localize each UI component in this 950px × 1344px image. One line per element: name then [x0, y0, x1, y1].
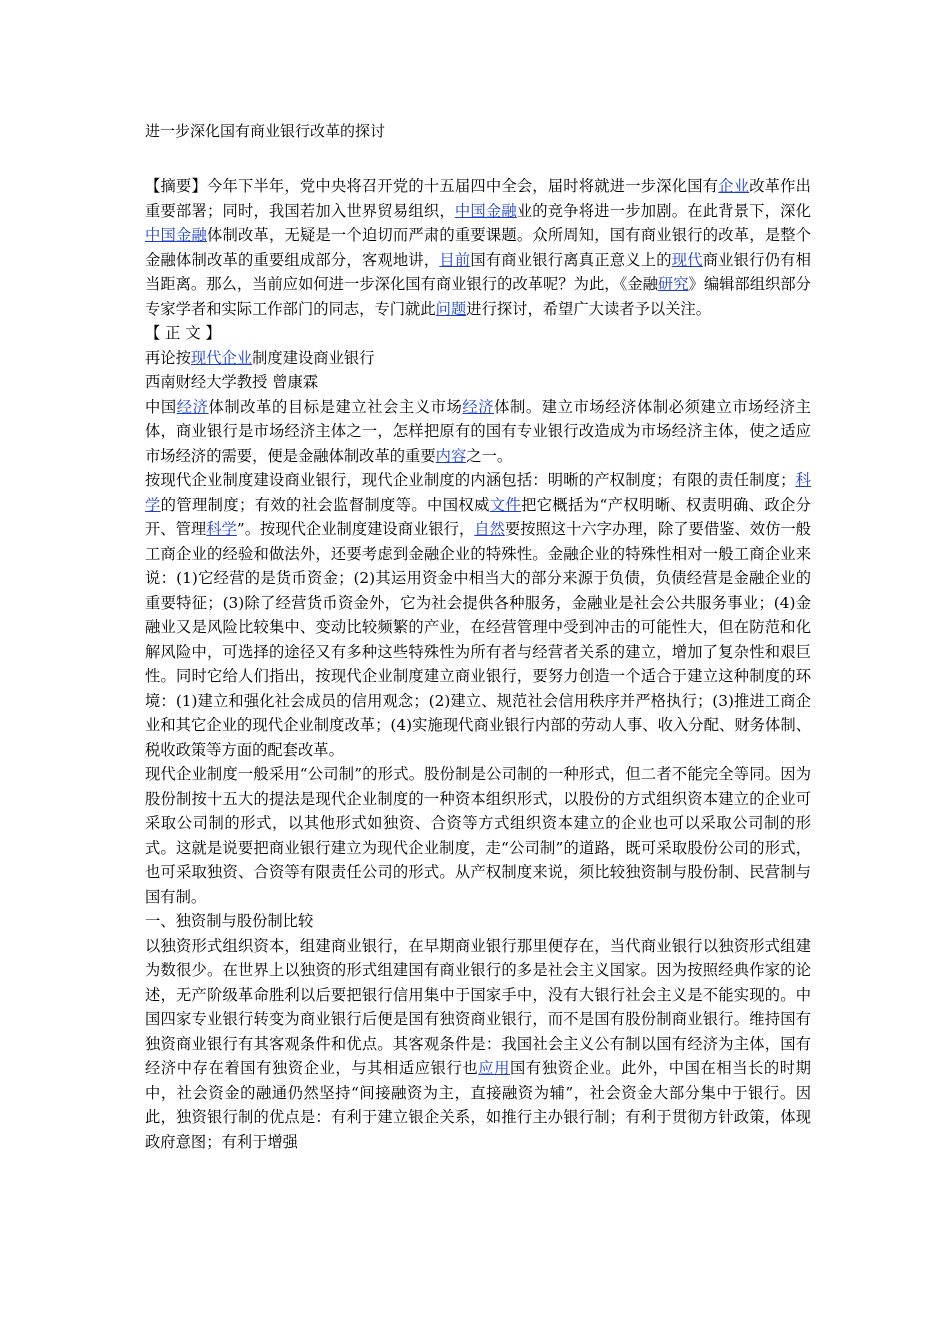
- link-science[interactable]: 科学: [206, 520, 237, 538]
- body-text: 国有独资企业。此外，中国在相当长的时期中，社会资金的融通仍然坚持“间接融资为主，直接融资为辅”，社会资金大部分集中于银行。因此，独资银行制的优点是：有利于建立银企关系，如推行主办银行制；有利于贯彻方针政策，体现政府意图；有利于增强: [145, 1059, 811, 1151]
- author-line: 西南财经大学教授 曾康霖: [145, 373, 319, 391]
- body-paragraph-4: [145, 934, 811, 1155]
- document-title: 进一步深化国有商业银行改革的探讨: [145, 122, 386, 140]
- abstract-text: 体制改革，无疑是一个迫切而严肃的重要课题。众所周知，国有商业银行的改革，是整个金融体制改革的重要组成部分，客观地讲，: [145, 226, 811, 269]
- link-current[interactable]: 目前: [439, 250, 471, 269]
- body-text: 的管理制度；有效的社会监督制度等。中国权威: [160, 495, 490, 514]
- link-issue[interactable]: 问题: [435, 299, 467, 318]
- body-paragraph-2: [145, 468, 811, 762]
- body-text: 中国: [145, 397, 177, 416]
- article-title-text: 制度建设商业银行: [252, 348, 375, 367]
- body-text: 体制。建立市场经济体制必须建立市场经济主体，商业银行是市场经济主体之一，怎样把原有的国有专业银行改造成为市场经济主体，使之适应市场经济的需要，便是金融体制改革的重要: [145, 397, 811, 465]
- link-application[interactable]: 应用: [478, 1059, 511, 1077]
- body-text: ”。按现代企业制度建设商业银行，: [236, 520, 475, 538]
- link-enterprise[interactable]: 企业: [718, 177, 750, 195]
- body-text: 之一。: [466, 446, 513, 465]
- body-text: 要按照这十六字办理，除了要借鉴、效仿一般工商企业的经验和做法外，还要考虑到金融企业的特殊性。金融企业的特殊性相对一般工商企业来说：(1)它经营的是货币资金；(2)其运用资金中相当大的部分来源于负债，负债经营是金融企业的重要特征；(3)除了经营货币资金外，它为社会提供各种服务，金融业是社会公共服务事业；(4)金融业又是风险比较集中、变动比较频繁的产业，在经营管理中受到冲击的可能性大，但在防范和化解风险中，可选择的途径又有多种这些特殊性为所有者与经营者关系的建立，增加了复杂性和艰巨性。同时它给人们指出，按现代企业制度建立商业银行，要努力创造一个适合于建立这种制度的环境：(1)建立和强化社会成员的信用观念；(2)建立、规范社会信用秩序并严格执行；(3)推进工商企业和其它企业的现代企业制度改革；(4)实施现代商业银行内部的劳动人事、收入分配、财务体制、税收政策等方面的配套改革。: [145, 520, 811, 759]
- link-content[interactable]: 内容: [435, 446, 467, 465]
- link-science[interactable]: 科学: [145, 471, 811, 514]
- link-research[interactable]: 研究: [657, 275, 689, 293]
- link-document[interactable]: 文件: [489, 495, 522, 514]
- body-text: 以独资形式组织资本，组建商业银行，在早期商业银行那里便存在，当代商业银行以独资形式组建为数很少。在世界上以独资的形式组建国有商业银行的多是社会主义国家。因为按照经典作家的论述，无产阶级革命胜利以后要把银行信用集中于国家手中，没有大银行社会主义是不能实现的。中国四家专业银行转变为商业银行后便是国有独资商业银行，而不是国有股份制商业银行。维持国有独资商业银行有其客观条件和优点。其客观条件是：我国社会主义公有制以国有经济为主体，国有经济中存在着国有独资企业，与其相适应银行也: [145, 936, 811, 1077]
- abstract-paragraph: [145, 174, 811, 321]
- abstract-text: 改革作出重要部署；同时，我国若加入世界贸易组织，: [145, 177, 811, 220]
- link-china-finance[interactable]: 中国金融: [454, 201, 517, 220]
- link-economy[interactable]: 经济: [462, 397, 495, 416]
- abstract-text: 【摘要】今年下半年，党中央将召开党的十五届四中全会，届时将就进一步深化国有: [145, 177, 719, 195]
- body-paragraph-3: 现代企业制度一般采用“公司制”的形式。股份制是公司制的一种形式，但二者不能完全等同。因为股份制按十五大的提法是现代企业制度的一种资本组织形式，以股份的方式组织资本建立的企业可采取公司制的形式，以其他形式如独资、合资等方式组织资本建立的企业也可以采取公司制的形式。这就是说要把商业银行建立为现代企业制度，走“公司制”的道路，既可采取股份公司的形式，也可采取独资、合资等有限责任公司的形式。从产权制度来说，须比较独资制与股份制、民营制与国有制。: [145, 765, 811, 906]
- section-label: 【 正 文 】: [145, 324, 221, 342]
- document-page: [145, 118, 811, 1154]
- section-heading: 一、独资制与股份制比较: [145, 912, 314, 930]
- link-china-finance[interactable]: 中国金融: [145, 226, 207, 244]
- body-paragraph-1: [145, 395, 811, 469]
- link-nature[interactable]: 自然: [474, 520, 505, 538]
- link-economy[interactable]: 经济: [176, 397, 209, 416]
- abstract-text: 进行探讨，希望广大读者予以关注。: [466, 299, 712, 318]
- abstract-text: 国有商业银行离真正意义上的: [470, 250, 672, 269]
- link-modern[interactable]: 现代: [671, 250, 703, 269]
- article-title: [145, 346, 811, 371]
- article-title-text: 再论按: [145, 348, 191, 367]
- abstract-text: 商业银行仍有相当距离。那么，当前应如何进一步深化国有商业银行的改革呢？为此，《金融: [145, 250, 811, 293]
- abstract-text: 》编辑部组织部分专家学者和实际工作部门的同志，专门就此: [145, 275, 811, 318]
- abstract-text: 业的竞争将进一步加剧。在此背景下，深化: [516, 201, 811, 220]
- body-text: 把它概括为“产权明晰、权责明确、政企分开、管理: [145, 495, 811, 538]
- link-modern-enterprise[interactable]: 现代企业: [190, 348, 253, 367]
- body-text: 体制改革的目标是建立社会主义市场: [208, 397, 463, 416]
- body-text: 按现代企业制度建设商业银行，现代企业制度的内涵包括：明晰的产权制度；有限的责任制度；: [145, 471, 796, 489]
